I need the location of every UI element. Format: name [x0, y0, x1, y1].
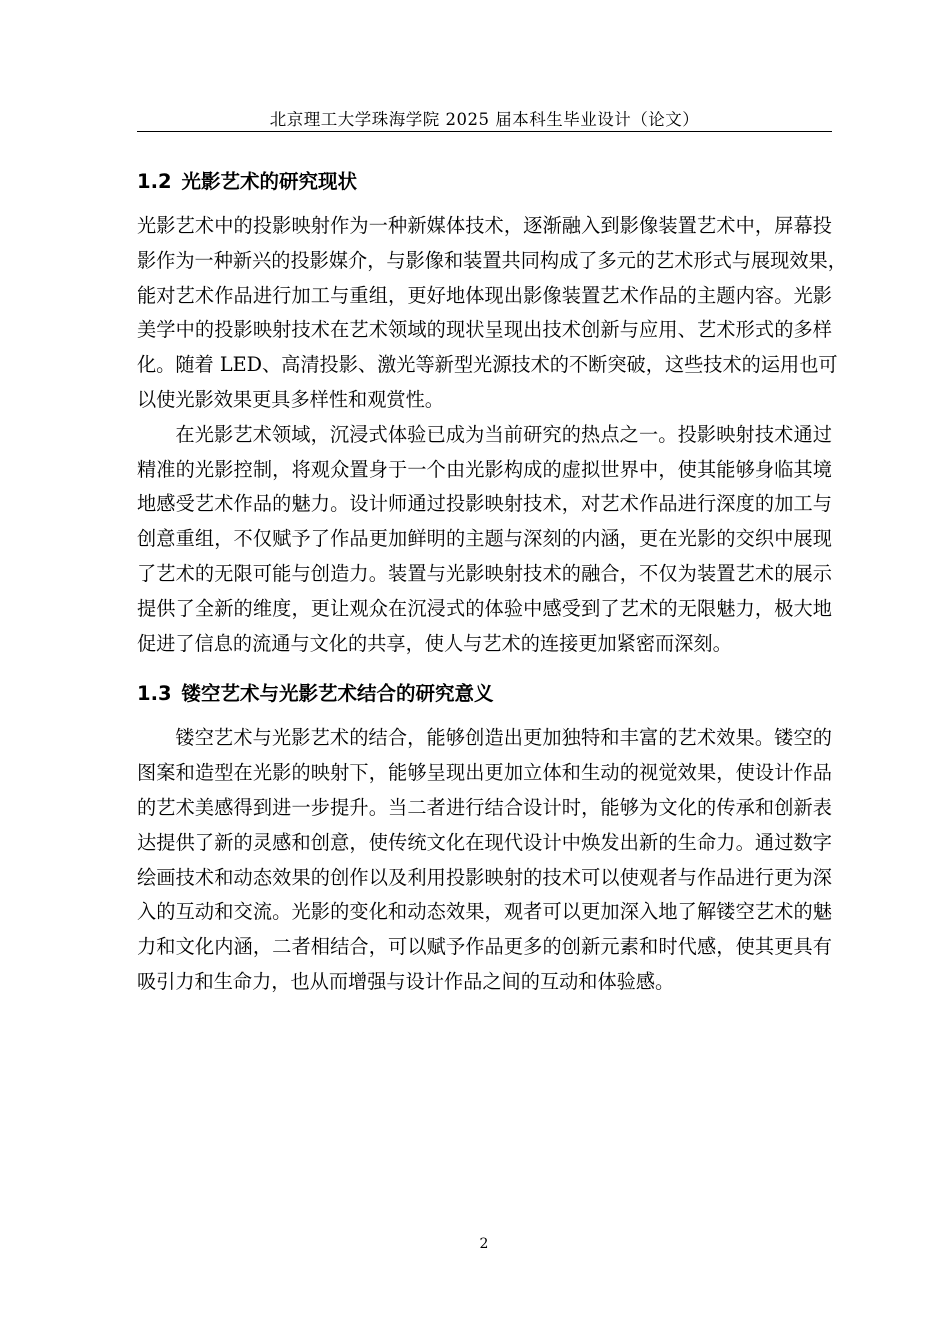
- section-number: 1.3: [137, 682, 172, 706]
- text-line: 美学中的投影映射技术在艺术领域的现状呈现出技术创新与应用、艺术形式的多样: [137, 318, 832, 342]
- text-line: 入的互动和交流。光影的变化和动态效果，观者可以更加深入地了解镂空艺术的魅: [137, 900, 832, 924]
- paragraph: [137, 721, 832, 999]
- text-line: 能对艺术作品进行加工与重组，更好地体现出影像装置艺术作品的主题内容。光影: [137, 283, 832, 307]
- paragraph: [137, 209, 847, 418]
- document-body: [137, 163, 847, 1000]
- text-line: 精准的光影控制，将观众置身于一个由光影构成的虚拟世界中，使其能够身临其境: [137, 457, 832, 481]
- text-line: 吸引力和生命力，也从而增强与设计作品之间的互动和体验感。: [137, 969, 675, 993]
- section-title: 光影艺术的研究现状: [181, 170, 358, 193]
- text-line: 影作为一种新兴的投影媒介，与影像和装置共同构成了多元的艺术形式与展现效果，: [137, 248, 847, 272]
- text-line: 促进了信息的流通与文化的共享，使人与艺术的连接更加紧密而深刻。: [137, 631, 732, 655]
- section-heading: [137, 675, 832, 713]
- text-line: 化。随着 LED、高清投影、激光等新型光源技术的不断突破，这些技术的运用也可: [137, 353, 838, 377]
- text-line: 光影艺术中的投影映射作为一种新媒体技术，逐渐融入到影像装置艺术中，屏幕投: [137, 214, 832, 237]
- text-line: 提供了全新的维度，更让观众在沉浸式的体验中感受到了艺术的无限魅力，极大地: [137, 596, 832, 620]
- section-heading: [137, 163, 832, 201]
- header-divider: [137, 131, 832, 132]
- text-line: 绘画技术和动态效果的创作以及利用投影映射的技术可以使观者与作品进行更为深: [137, 865, 832, 889]
- text-line: 图案和造型在光影的映射下，能够呈现出更加立体和生动的视觉效果，使设计作品: [137, 761, 832, 785]
- text-line: 镂空艺术与光影艺术的结合，能够创造出更加独特和丰富的艺术效果。镂空的: [175, 726, 832, 750]
- text-line: 的艺术美感得到进一步提升。当二者进行结合设计时，能够为文化的传承和创新表: [137, 795, 832, 819]
- text-line: 了艺术的无限可能与创造力。装置与光影映射技术的融合，不仅为装置艺术的展示: [137, 561, 832, 585]
- section-number: 1.2: [137, 170, 172, 193]
- text-line: 力和文化内涵，二者相结合，可以赋予作品更多的创新元素和时代感，使其更具有: [137, 935, 832, 959]
- page-number: 2: [479, 1236, 489, 1252]
- text-line: 达提供了新的灵感和创意，使传统文化在现代设计中焕发出新的生命力。通过数字: [137, 830, 832, 854]
- text-line: 地感受艺术作品的魅力。设计师通过投影映射技术，对艺术作品进行深度的加工与: [137, 492, 832, 516]
- section-title: 镂空艺术与光影艺术结合的研究意义: [181, 682, 494, 706]
- paragraph: [137, 418, 832, 662]
- running-header: 北京理工大学珠海学院 2025 届本科生毕业设计（论文）: [269, 110, 700, 129]
- text-line: 以使光影效果更具多样性和观赏性。: [137, 387, 444, 411]
- text-line: 创意重组，不仅赋予了作品更加鲜明的主题与深刻的内涵，更在光影的交织中展现: [137, 527, 832, 551]
- text-line: 在光影艺术领域，沉浸式体验已成为当前研究的热点之一。投影映射技术通过: [175, 422, 832, 446]
